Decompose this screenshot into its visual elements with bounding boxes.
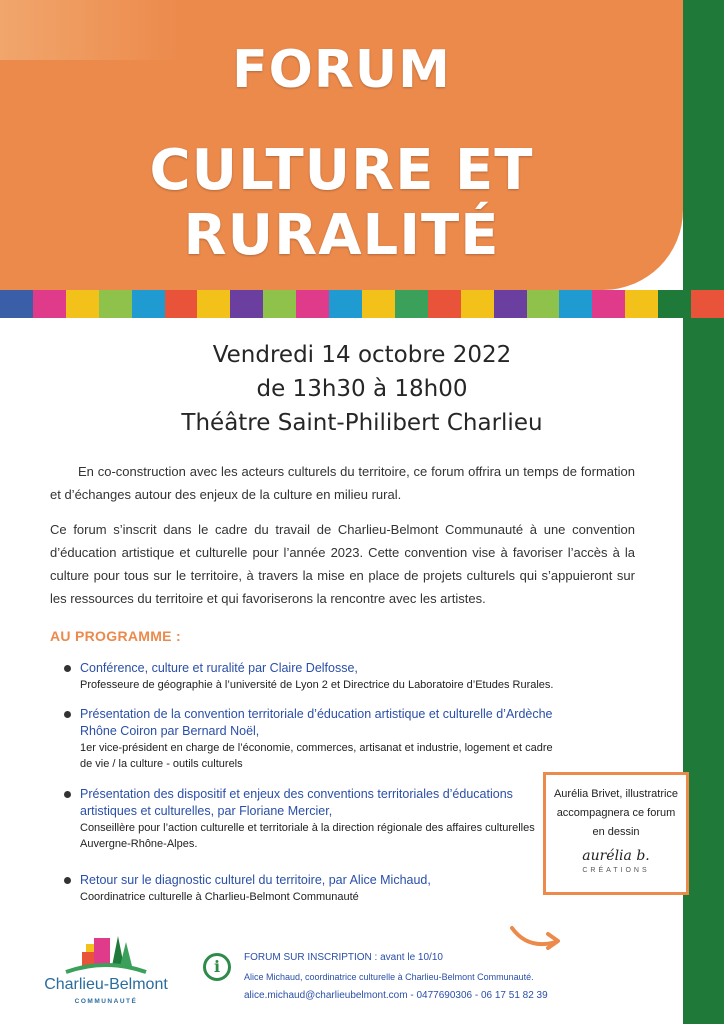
color-stripes: [0, 290, 724, 318]
title-line-2: CULTURE ET RURALITÉ: [149, 138, 534, 268]
color-stripe: [527, 290, 560, 318]
credit-line-2: accompagnera ce forum: [556, 807, 676, 819]
color-stripe: [296, 290, 329, 318]
color-stripe: [428, 290, 461, 318]
program-item: [66, 706, 566, 772]
inscription-deadline: : avant le 10/10: [371, 952, 443, 963]
color-stripe: [329, 290, 362, 318]
bullet-icon: [64, 877, 71, 884]
program-item-desc: Conseillère pour l’action culturelle et territoriale à la direction régionale des affaires culturelles Auvergne-Rhône-Alpes.: [80, 822, 535, 850]
inscription-label: FORUM SUR INSCRIPTION: [244, 952, 372, 963]
logo-sub: COMMUNAUTÉ: [74, 998, 138, 1005]
color-stripe: [263, 290, 296, 318]
program-item-desc: 1er vice-président en charge de l’économie, commerces, artisanat et industrie, logement et cadre de vie / la culture - outils culturels: [80, 742, 553, 770]
event-time: de 13h30 à 18h00: [256, 376, 468, 402]
intro-paragraph-1: En co-construction avec les acteurs culturels du territoire, ce forum offrira un temps de formation et d’échanges autour des enjeux de la culture en milieu rural.: [50, 464, 635, 502]
color-stripe: [592, 290, 625, 318]
program-item-head: Conférence, culture et ruralité par Claire Delfosse,: [80, 661, 358, 675]
curved-arrow-icon: [508, 920, 564, 956]
inscription-contact: Alice Michaud, coordinatrice culturelle à Charlieu-Belmont Communauté.: [244, 972, 534, 982]
program-item: [66, 660, 566, 693]
title-line-1: FORUM: [232, 40, 451, 100]
color-stripe: [33, 290, 66, 318]
color-stripe: [132, 290, 165, 318]
credit-line-3: en dessin: [592, 826, 640, 838]
color-stripe: [165, 290, 198, 318]
color-stripe: [66, 290, 99, 318]
credit-line-1: Aurélia Brivet, illustratrice: [553, 788, 679, 800]
charlieu-belmont-logo: [26, 932, 186, 1012]
illustrator-signature-sub: CRÉATIONS: [582, 867, 650, 874]
program-item-desc: Professeure de géographie à l’université de Lyon 2 et Directrice du Laboratoire d’Etudes Rurales.: [80, 679, 554, 691]
color-stripe: [362, 290, 395, 318]
green-side-band: [683, 0, 724, 1024]
bullet-icon: [64, 665, 71, 672]
color-stripe: [395, 290, 428, 318]
bullet-icon: [64, 791, 71, 798]
color-stripe: [494, 290, 527, 318]
program-item-head: Retour sur le diagnostic culturel du territoire, par Alice Michaud,: [80, 873, 431, 887]
program-item-head: Présentation de la convention territoriale d’éducation artistique et culturelle d’Ardèche Rhône Coiron par Bernard Noël,: [80, 707, 553, 738]
color-stripe: [197, 290, 230, 318]
program-item-head: Présentation des dispositif et enjeux des conventions territoriales d’éducations artistiques et culturelles, par Floriane Mercier,: [80, 787, 513, 818]
program-item: [66, 872, 566, 905]
event-date: Vendredi 14 octobre 2022: [212, 342, 512, 368]
intro-paragraph-2: Ce forum s’inscrit dans le cadre du travail de Charlieu-Belmont Communauté à une convention d’éducation artistique et culturelle pour l’année 2023. Cette convention vise à favoriser l’accès à la culture pour tous sur le territoire, à travers la mise en place de projets culturels qui s’appuieront sur les ressources du territoire et qui favoriserons la rencontre avec les artistes.: [50, 522, 635, 606]
inscription-line: [244, 952, 443, 963]
program-title: AU PROGRAMME :: [50, 628, 181, 644]
program-item-desc: Coordinatrice culturelle à Charlieu-Belmont Communauté: [80, 891, 359, 903]
color-stripe: [230, 290, 263, 318]
logo-name: Charlieu-Belmont: [44, 976, 168, 993]
bullet-icon: [64, 711, 71, 718]
color-stripe: [559, 290, 592, 318]
color-stripe: [658, 290, 691, 318]
logo-emblem-icon: [26, 932, 186, 976]
color-stripe: [0, 290, 33, 318]
color-stripe: [99, 290, 132, 318]
info-icon: i: [203, 953, 231, 981]
illustrator-credit-box: [543, 772, 689, 895]
color-stripe: [691, 290, 724, 318]
program-item: [66, 786, 566, 852]
color-stripe: [625, 290, 658, 318]
inscription-email-phone[interactable]: alice.michaud@charlieubelmont.com - 0477690306 - 06 17 51 82 39: [244, 990, 548, 1001]
header-banner: [0, 0, 683, 290]
color-stripe: [461, 290, 494, 318]
illustrator-signature: aurélia b.: [582, 848, 650, 864]
event-place: Théâtre Saint-Philibert Charlieu: [181, 410, 543, 436]
